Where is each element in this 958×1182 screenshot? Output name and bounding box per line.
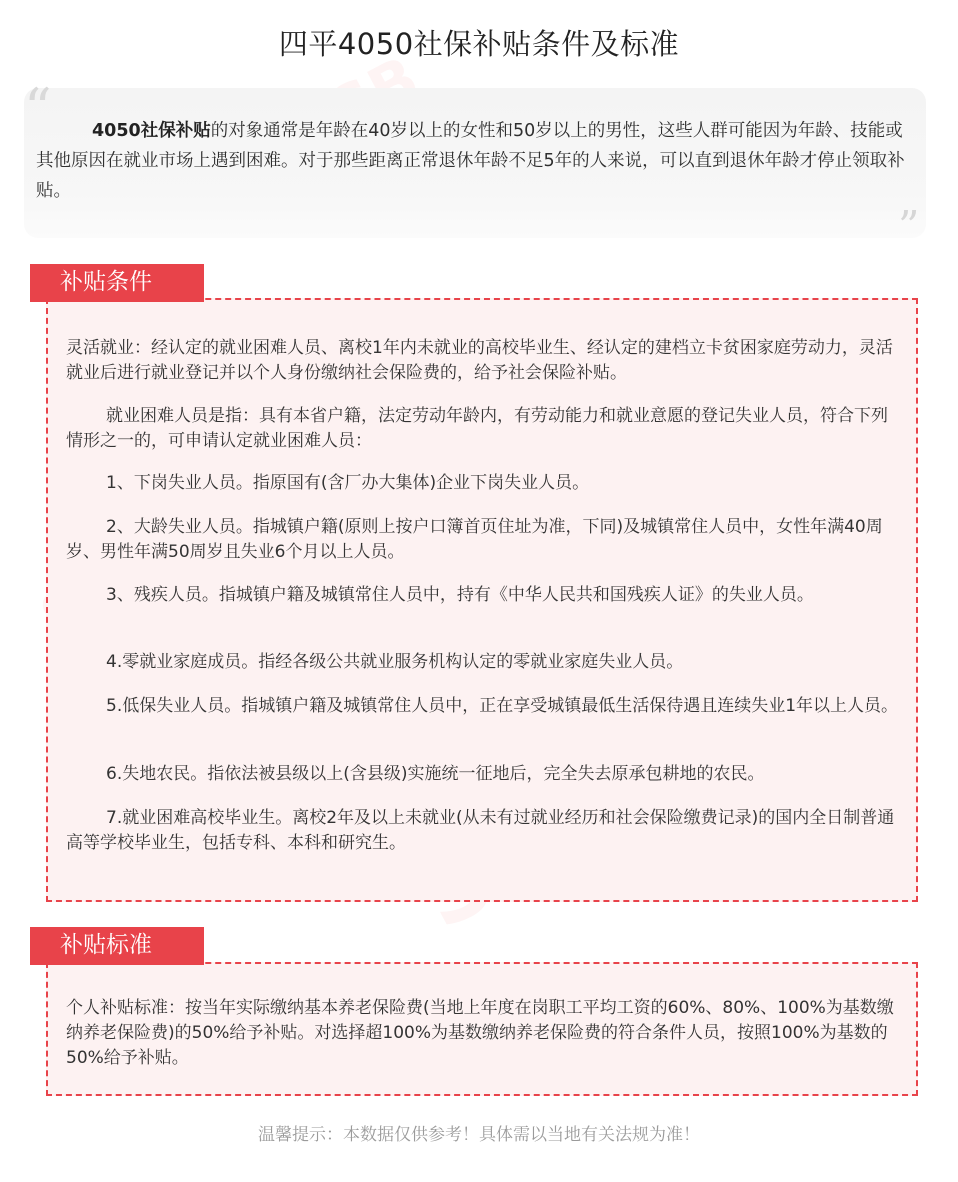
condition-paragraph: 2、大龄失业人员。指城镇户籍(原则上按户口簿首页住址为准，下同)及城镇常住人员中，女性年满40周岁、男性年满50周岁且失业6个月以上人员。: [66, 517, 883, 562]
condition-paragraph: 灵活就业：经认定的就业困难人员、离校1年内未就业的高校毕业生、经认定的建档立卡贫困家庭劳动力，灵活就业后进行就业登记并以个人身份缴纳社会保险费的，给予社会保险补贴。: [66, 338, 893, 383]
conditions-heading: 补贴条件: [30, 264, 204, 302]
quote-close-icon: ”: [898, 202, 920, 251]
intro-body: 的对象通常是年龄在40岁以上的女性和50岁以上的男性，这些人群可能因为年龄、技能或其他原因在就业市场上遇到困难。对于那些距离正常退休年龄不足5年的人来说，可以直到退休年龄才停止领取补贴。: [36, 121, 905, 201]
intro-bold-term: 4050社保补贴: [92, 121, 211, 141]
standard-heading: 补贴标准: [30, 927, 204, 965]
intro-text: [36, 116, 916, 206]
condition-paragraph: 就业困难人员是指：具有本省户籍，法定劳动年龄内，有劳动能力和就业意愿的登记失业人员，符合下列情形之一的，可申请认定就业困难人员：: [66, 406, 888, 451]
quote-open-icon: “: [24, 77, 52, 140]
page-title: 四平4050社保补贴条件及标准: [278, 27, 680, 61]
standard-paragraph: 个人补贴标准：按当年实际缴纳基本养老保险费(当地上年度在岗职工平均工资的60%、80%、100%为基数缴纳养老保险费)的50%给予补贴。对选择超100%为基数缴纳养老保险费的符合条件人员，按照100%为基数的50%给予补贴。: [66, 998, 894, 1068]
condition-paragraph: 1、下岗失业人员。指原国有(含厂办大集体)企业下岗失业人员。: [106, 473, 590, 493]
condition-paragraph: 5.低保失业人员。指城镇户籍及城镇常住人员中，正在享受城镇最低生活保待遇且连续失业1年以上人员。: [106, 696, 899, 716]
condition-paragraph: 4.零就业家庭成员。指经各级公共就业服务机构认定的零就业家庭失业人员。: [106, 652, 684, 672]
condition-paragraph: 7.就业困难高校毕业生。离校2年及以上未就业(从未有过就业经历和社会保险缴费记录)的国内全日制普通高等学校毕业生，包括专科、本科和研究生。: [66, 808, 895, 853]
footer-note: 温馨提示：本数据仅供参考！具体需以当地有关法规为准！: [258, 1125, 700, 1145]
condition-paragraph: 3、残疾人员。指城镇户籍及城镇常住人员中，持有《中华人民共和国残疾人证》的失业人员。: [106, 585, 814, 605]
condition-paragraph: 6.失地农民。指依法被县级以上(含县级)实施统一征地后，完全失去原承包耕地的农民。: [106, 764, 765, 784]
